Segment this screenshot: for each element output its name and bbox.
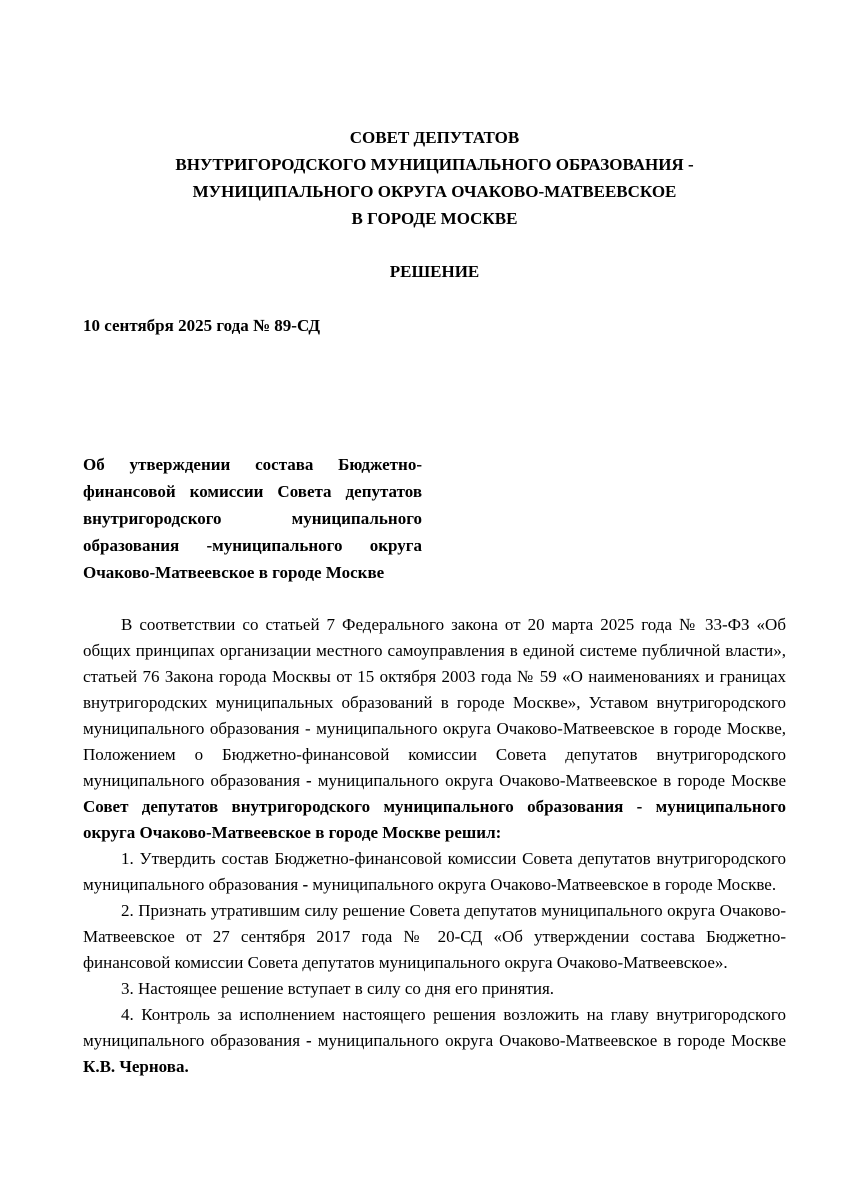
paragraph-preamble: В соответствии со статьей 7 Федерального закона от 20 марта 2025 года № 33-ФЗ «Об общих принципах организации местного самоуправления в единой системе публичной власти», статьей 76 Закона города Москвы от 15 октября 2003 года № 59 «О наименованиях и границах внутригородских муниципальных образований в городе Москве», Уставом внутригородского муниципального образования - муниципального округа Очаково-Матвеевское в городе Москве, Положением о Бюджетно-финансовой комиссии Совета депутатов внутригородского муниципального образования - муниципального округа Очаково-Матвеевское в городе Москве Совет депутатов внутригородского муниципального образования - муниципального округа Очаково-Матвеевское в городе Москве решил: (83, 615, 787, 842)
resolution-title: Об утверждении состава Бюджетно-финансовой комиссии Совета депутатов внутригородского муниципального образования -муниципального округа Очаково-Матвеевское в городе Москве (83, 455, 422, 582)
paragraph-item-4: 4. Контроль за исполнением настоящего решения возложить на главу внутригородского муниципального образования - муниципального округа Очаково-Матвеевское в городе Москве К.В. Чернова. (83, 1005, 787, 1076)
org-header-line-4: В ГОРОДЕ МОСКВЕ (351, 209, 518, 228)
date-and-number-line: 10 сентября 2025 года № 89-СД (83, 316, 321, 335)
org-header-line-1: СОВЕТ ДЕПУТАТОВ (349, 128, 520, 147)
document-type-heading: РЕШЕНИЕ (389, 262, 480, 281)
paragraph-item-3: 3. Настоящее решение вступает в силу со дня его принятия. (121, 979, 555, 998)
paragraph-item-2: 2. Признать утратившим силу решение Совета депутатов муниципального округа Очаково-Матвеевское от 27 сентября 2017 года № 20-СД «Об утверждении состава Бюджетно-финансовой комиссии Совета депутатов муниципального округа Очаково-Матвеевское». (83, 901, 786, 972)
paragraph-item-1: 1. Утвердить состав Бюджетно-финансовой комиссии Совета депутатов внутригородского муниципального образования - муниципального округа Очаково-Матвеевское в городе Москве. (83, 849, 786, 894)
resolution-body (83, 612, 786, 1080)
organization-header (83, 124, 786, 232)
org-header-line-2: ВНУТРИГОРОДСКОГО МУНИЦИПАЛЬНОГО ОБРАЗОВАНИЯ - (175, 155, 694, 174)
org-header-line-3: МУНИЦИПАЛЬНОГО ОКРУГА ОЧАКОВО-МАТВЕЕВСКОЕ (192, 182, 677, 201)
